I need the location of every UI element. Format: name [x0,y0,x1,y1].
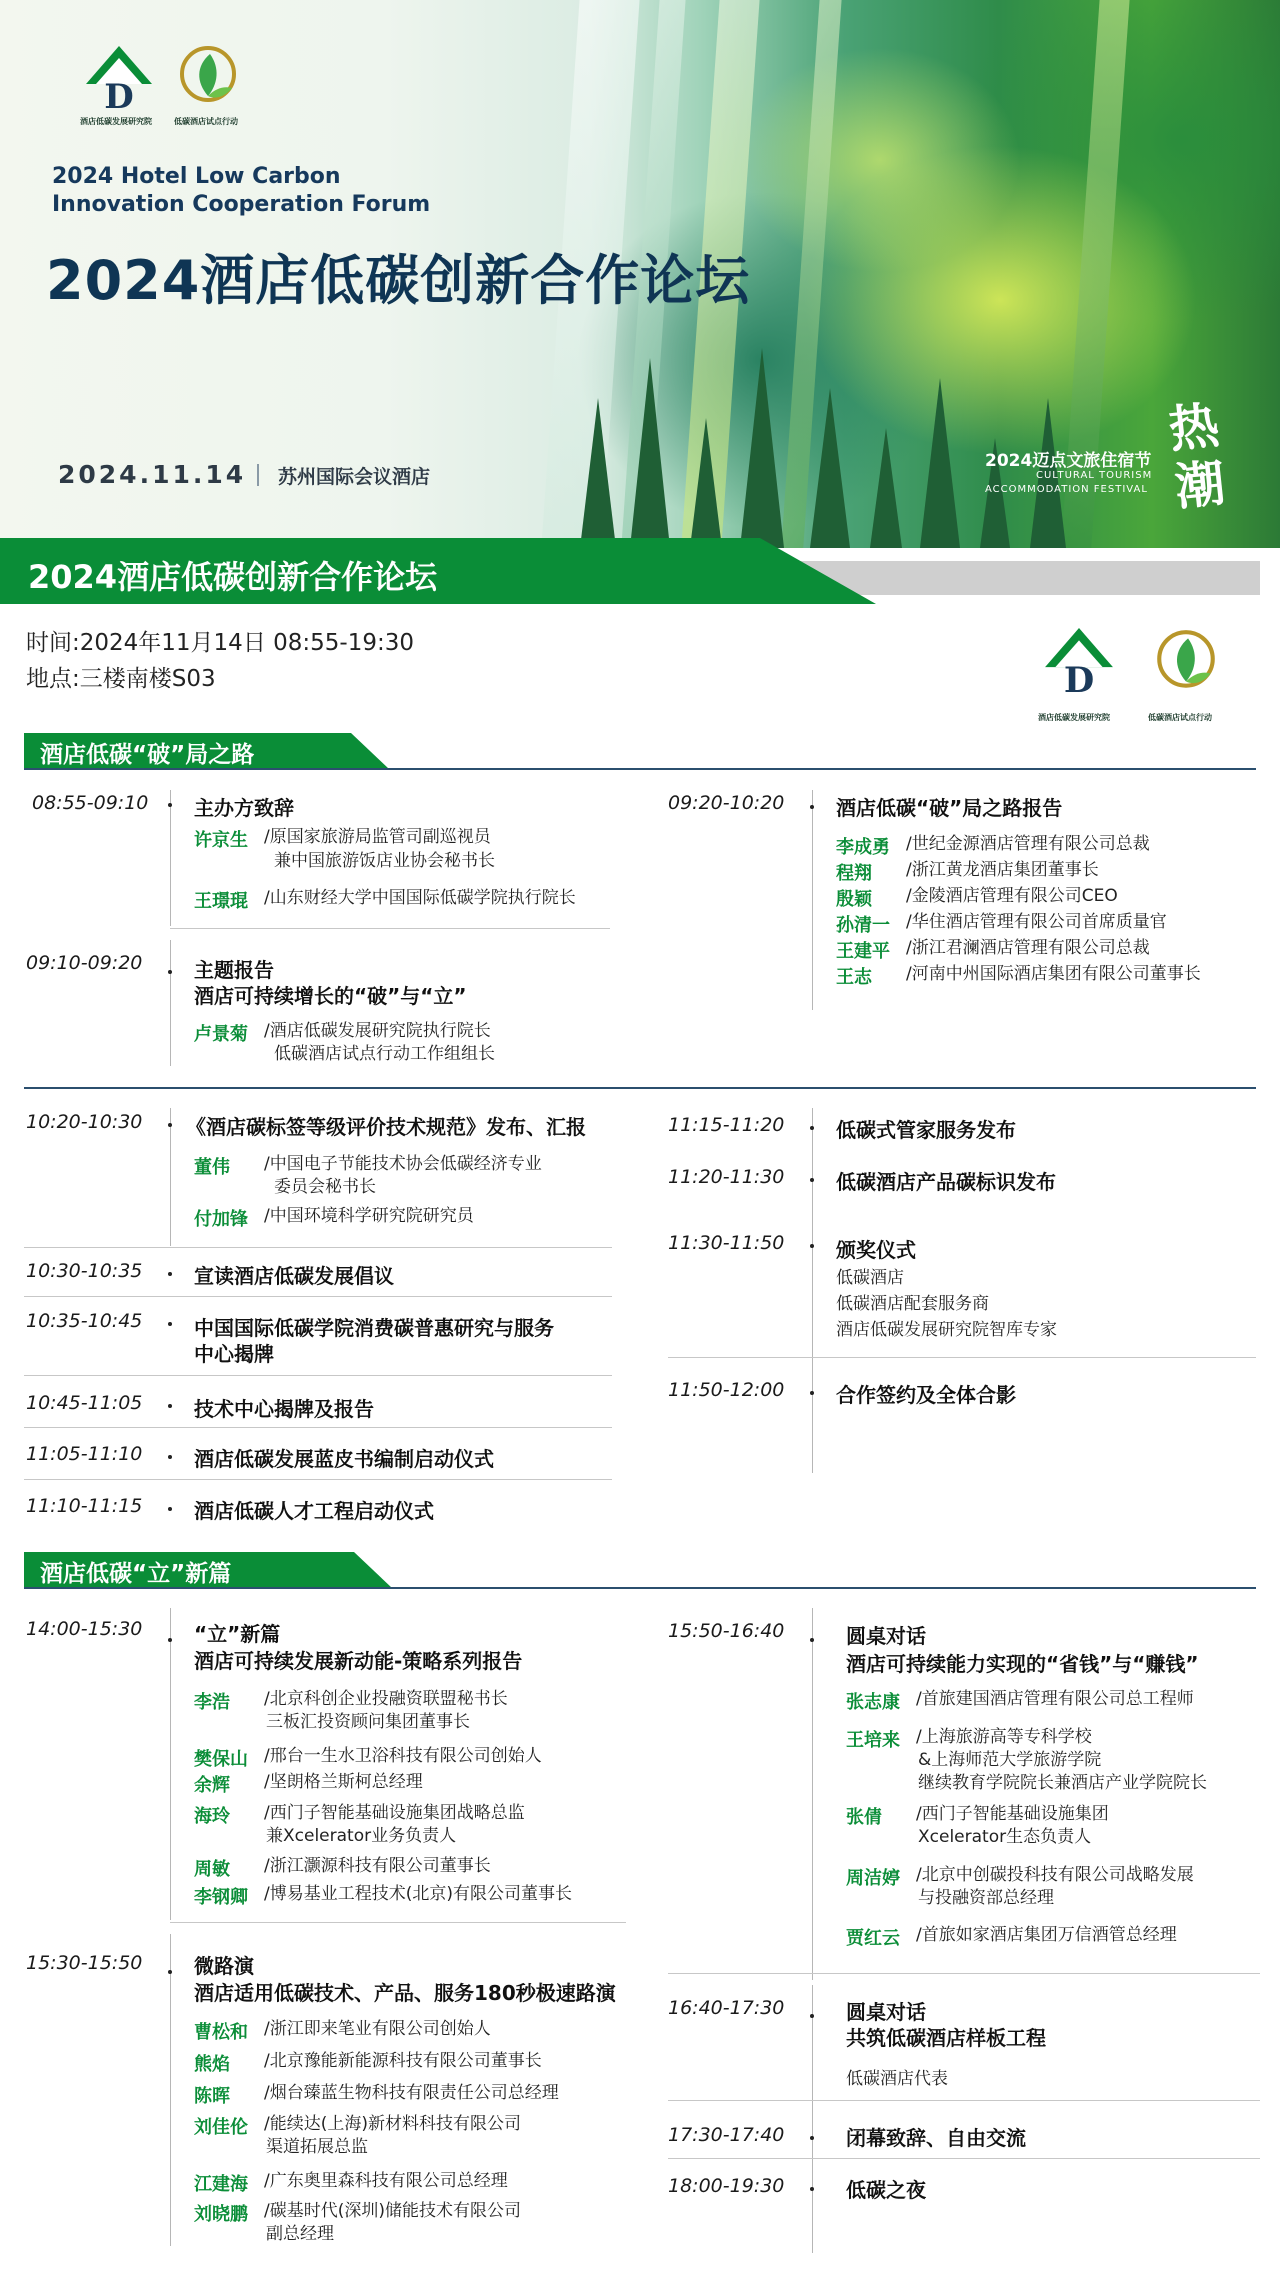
speaker-name: 付加锋 [194,1209,248,1230]
speaker-name: 李浩 [194,1692,230,1713]
s2-item2-time: 10:30-10:35 [26,1260,143,1282]
s2-item2-title: 宣读酒店低碳发展倡议 [194,1264,394,1288]
speaker-name: 王建平 [836,941,890,962]
s3-right2-title: 圆桌对话 [846,2000,926,2024]
speaker-name: 李钢卿 [194,1887,248,1908]
s3-item1-time: 14:00-15:30 [26,1618,143,1640]
speaker-desc: 渠道拓展总监 [266,2137,368,2157]
s2-item1-time: 10:20-10:30 [26,1111,143,1133]
speaker-desc: /上海旅游高等专科学校 [916,1727,1092,1747]
speaker-desc: /碳基时代(深圳)储能技术有限公司 [264,2201,521,2221]
chinese-title: 2024酒店低碳创新合作论坛 [46,249,751,312]
s3-right3-time: 17:30-17:40 [668,2124,785,2146]
speaker-name: 余辉 [194,1775,230,1796]
s3-right1-time: 15:50-16:40 [668,1620,785,1642]
speaker-desc: /能续达(上海)新材料科技有限公司 [264,2114,521,2134]
section3-divider [24,1587,1256,1589]
speaker-desc: /金陵酒店管理有限公司CEO [906,886,1118,906]
s3-item2-title: 微路演 [194,1954,254,1978]
speaker-desc: /山东财经大学中国国际低碳学院执行院长 [264,888,576,908]
speaker-name: 卢景菊 [194,1024,248,1045]
pilot-action-logo-small [1152,626,1220,698]
date-venue-divider [257,464,259,486]
pilot-action-logo [176,42,240,112]
s3-right1-subtitle: 酒店可持续能力实现的“省钱”与“赚钱” [846,1652,1199,1676]
s3-item1-title: “立”新篇 [194,1622,281,1646]
research-institute-logo [84,44,154,114]
festival-en-line1: CULTURAL TOURISM [1036,470,1153,481]
s3-right4-time: 18:00-19:30 [668,2175,785,2197]
speaker-desc: /广东奥里森科技有限公司总经理 [264,2171,508,2191]
s2-right2-time: 11:20-11:30 [668,1166,785,1188]
s2-right4-title: 合作签约及全体合影 [836,1383,1016,1407]
section3-title: 酒店低碳“立”新篇 [40,1561,232,1587]
speaker-name: 李成勇 [836,837,890,858]
speaker-desc: /中国环境科学研究院研究员 [264,1206,474,1226]
award-item: 酒店低碳发展研究院智库专家 [836,1320,1057,1340]
s3-right4-title: 低碳之夜 [846,2178,926,2202]
s2-right4-time: 11:50-12:00 [668,1379,785,1401]
speaker-desc: /世纪金源酒店管理有限公司总裁 [906,834,1150,854]
speaker-desc: 兼中国旅游饭店业协会秘书长 [274,851,495,871]
festival-name: 2024迈点文旅住宿节 [985,451,1152,471]
speaker-desc: 委员会秘书长 [274,1177,376,1197]
s2-right2-title: 低碳酒店产品碳标识发布 [836,1170,1056,1194]
s1-right-time: 09:20-10:20 [668,792,785,814]
speaker-desc: /西门子智能基础设施集团 [916,1804,1109,1824]
s2-item3-title2: 中心揭牌 [194,1342,274,1366]
award-item: 低碳酒店配套服务商 [836,1294,989,1314]
speaker-name: 许京生 [194,830,248,851]
speaker-desc: /烟台臻蓝生物科技有限责任公司总经理 [264,2083,559,2103]
svg-text:D: D [104,77,134,114]
speaker-desc: /浙江黄龙酒店集团董事长 [906,860,1099,880]
research-institute-logo-small [1042,626,1116,698]
speaker-desc: /原国家旅游局监管司副巡视员 [264,827,491,847]
s2-item1-title: 《酒店碳标签等级评价技术规范》发布、汇报 [186,1115,586,1139]
event-venue: 苏州国际会议酒店 [278,466,431,488]
research-institute-label: 酒店低碳发展研究院 [80,117,152,126]
speaker-desc: /中国电子节能技术协会低碳经济专业 [264,1154,542,1174]
speaker-name: 殷颖 [836,889,872,910]
festival-calligraphy: 热潮 [1165,395,1228,517]
s3-right1-title: 圆桌对话 [846,1624,926,1648]
speaker-desc: /北京豫能新能源科技有限公司董事长 [264,2051,542,2071]
speaker-name: 周洁婷 [846,1868,900,1889]
english-title-line1: 2024 Hotel Low Carbon [52,164,341,189]
speaker-desc: 兼Xcelerator业务负责人 [266,1826,457,1846]
s2-item4-title: 技术中心揭牌及报告 [194,1397,374,1421]
svg-text:D: D [1063,659,1095,698]
speaker-name: 程翔 [836,863,872,884]
s2-item5-title: 酒店低碳发展蓝皮书编制启动仪式 [194,1447,494,1471]
s1-item2-title: 主题报告 [194,958,274,982]
s3-item1-subtitle: 酒店可持续发展新动能-策略系列报告 [194,1649,523,1673]
speaker-desc: /邢台一生水卫浴科技有限公司创始人 [264,1746,542,1766]
s1-right-title: 酒店低碳“破”局之路报告 [836,796,1063,820]
s2-item5-time: 11:05-11:10 [26,1443,143,1465]
speaker-desc: 副总经理 [266,2224,334,2244]
speaker-name: 孙清一 [836,915,890,936]
section1-divider [24,768,1256,770]
event-place: 地点:三楼南楼S03 [26,666,216,692]
speaker-desc: /浙江君澜酒店管理有限公司总裁 [906,938,1150,958]
s2-item6-time: 11:10-11:15 [26,1495,143,1517]
banner-title: 2024酒店低碳创新合作论坛 [28,558,438,596]
speaker-name: 张倩 [846,1807,882,1828]
speaker-desc: /首旅建国酒店管理有限公司总工程师 [916,1689,1194,1709]
speaker-name: 张志康 [846,1692,900,1713]
speaker-desc: /北京科创企业投融资联盟秘书长 [264,1689,508,1709]
pilot-action-label-small: 低碳酒店试点行动 [1148,713,1212,722]
speaker-desc: /浙江灏源科技有限公司董事长 [264,1856,491,1876]
s3-right3-title: 闭幕致辞、自由交流 [846,2126,1026,2150]
award-item: 低碳酒店 [836,1268,904,1288]
speaker-desc: /河南中州国际酒店集团有限公司董事长 [906,964,1201,984]
english-title-line2: Innovation Cooperation Forum [52,192,431,217]
speaker-name: 曹松和 [194,2022,248,2043]
pilot-action-label: 低碳酒店试点行动 [174,117,238,126]
speaker-desc: 低碳酒店试点行动工作组组长 [274,1044,495,1064]
speaker-desc: /北京中创碳投科技有限公司战略发展 [916,1865,1194,1885]
s2-item3-time: 10:35-10:45 [26,1310,143,1332]
s1-item1-title: 主办方致辞 [194,796,294,820]
research-institute-label-small: 酒店低碳发展研究院 [1038,713,1110,722]
speaker-desc: /西门子智能基础设施集团战略总监 [264,1803,525,1823]
speaker-name: 海玲 [194,1806,230,1827]
s1-item2-subtitle: 酒店可持续增长的“破”与“立” [194,984,467,1008]
speaker-name: 王志 [836,967,872,988]
speaker-desc: 三板汇投资顾问集团董事长 [266,1712,470,1732]
speaker-desc: /酒店低碳发展研究院执行院长 [264,1021,491,1041]
speaker-name: 江建海 [194,2174,248,2195]
speaker-desc: /浙江即来笔业有限公司创始人 [264,2019,491,2039]
speaker-name: 陈晖 [194,2086,230,2107]
s2-right3-title: 颁奖仪式 [836,1238,916,1262]
speaker-name: 樊保山 [194,1749,248,1770]
s2-item3-title: 中国国际低碳学院消费碳普惠研究与服务 [194,1316,554,1340]
roundtable-participant: 低碳酒店代表 [846,2069,948,2089]
s3-item2-subtitle: 酒店适用低碳技术、产品、服务180秒极速路演 [194,1981,616,2005]
speaker-name: 周敏 [194,1859,230,1880]
s3-item2-time: 15:30-15:50 [26,1952,143,1974]
speaker-desc: /博易基业工程技术(北京)有限公司董事长 [264,1884,572,1904]
speaker-desc: 与投融资部总经理 [918,1888,1054,1908]
speaker-desc: /华住酒店管理有限公司首席质量官 [906,912,1167,932]
s2-item6-title: 酒店低碳人才工程启动仪式 [194,1499,434,1523]
s2-item4-time: 10:45-11:05 [26,1392,143,1414]
event-time: 时间:2024年11月14日 08:55-19:30 [26,630,414,656]
speaker-name: 刘佳伦 [194,2117,248,2138]
speaker-desc: /首旅如家酒店集团万信酒管总经理 [916,1925,1177,1945]
speaker-desc: Xcelerator生态负责人 [918,1827,1092,1847]
speaker-name: 刘晓鹏 [194,2204,248,2225]
speaker-name: 王培来 [846,1730,900,1751]
s2-right3-time: 11:30-11:50 [668,1232,785,1254]
speaker-name: 董伟 [194,1157,230,1178]
festival-en-line2: ACCOMMODATION FESTIVAL [985,484,1148,495]
forest-illustration [540,338,1100,548]
speaker-name: 熊焰 [194,2054,230,2075]
s2-right1-time: 11:15-11:20 [668,1114,785,1136]
event-date: 2024.11.14 [58,460,247,489]
hero-banner [0,0,1280,548]
speaker-name: 贾红云 [846,1928,900,1949]
s1-item2-time: 09:10-09:20 [26,952,143,974]
s3-right2-subtitle: 共筑低碳酒店样板工程 [846,2026,1046,2050]
speaker-desc: 继续教育学院院长兼酒店产业学院院长 [918,1773,1207,1793]
speaker-desc: /坚朗格兰斯柯总经理 [264,1772,423,1792]
section2-divider [24,1087,1256,1089]
section1-title: 酒店低碳“破”局之路 [40,742,255,768]
speaker-desc: &上海师范大学旅游学院 [918,1750,1102,1770]
speaker-name: 王璟琨 [194,891,248,912]
s2-right1-title: 低碳式管家服务发布 [836,1118,1016,1142]
s1-item1-time: 08:55-09:10 [32,792,149,814]
s3-right2-time: 16:40-17:30 [668,1997,785,2019]
